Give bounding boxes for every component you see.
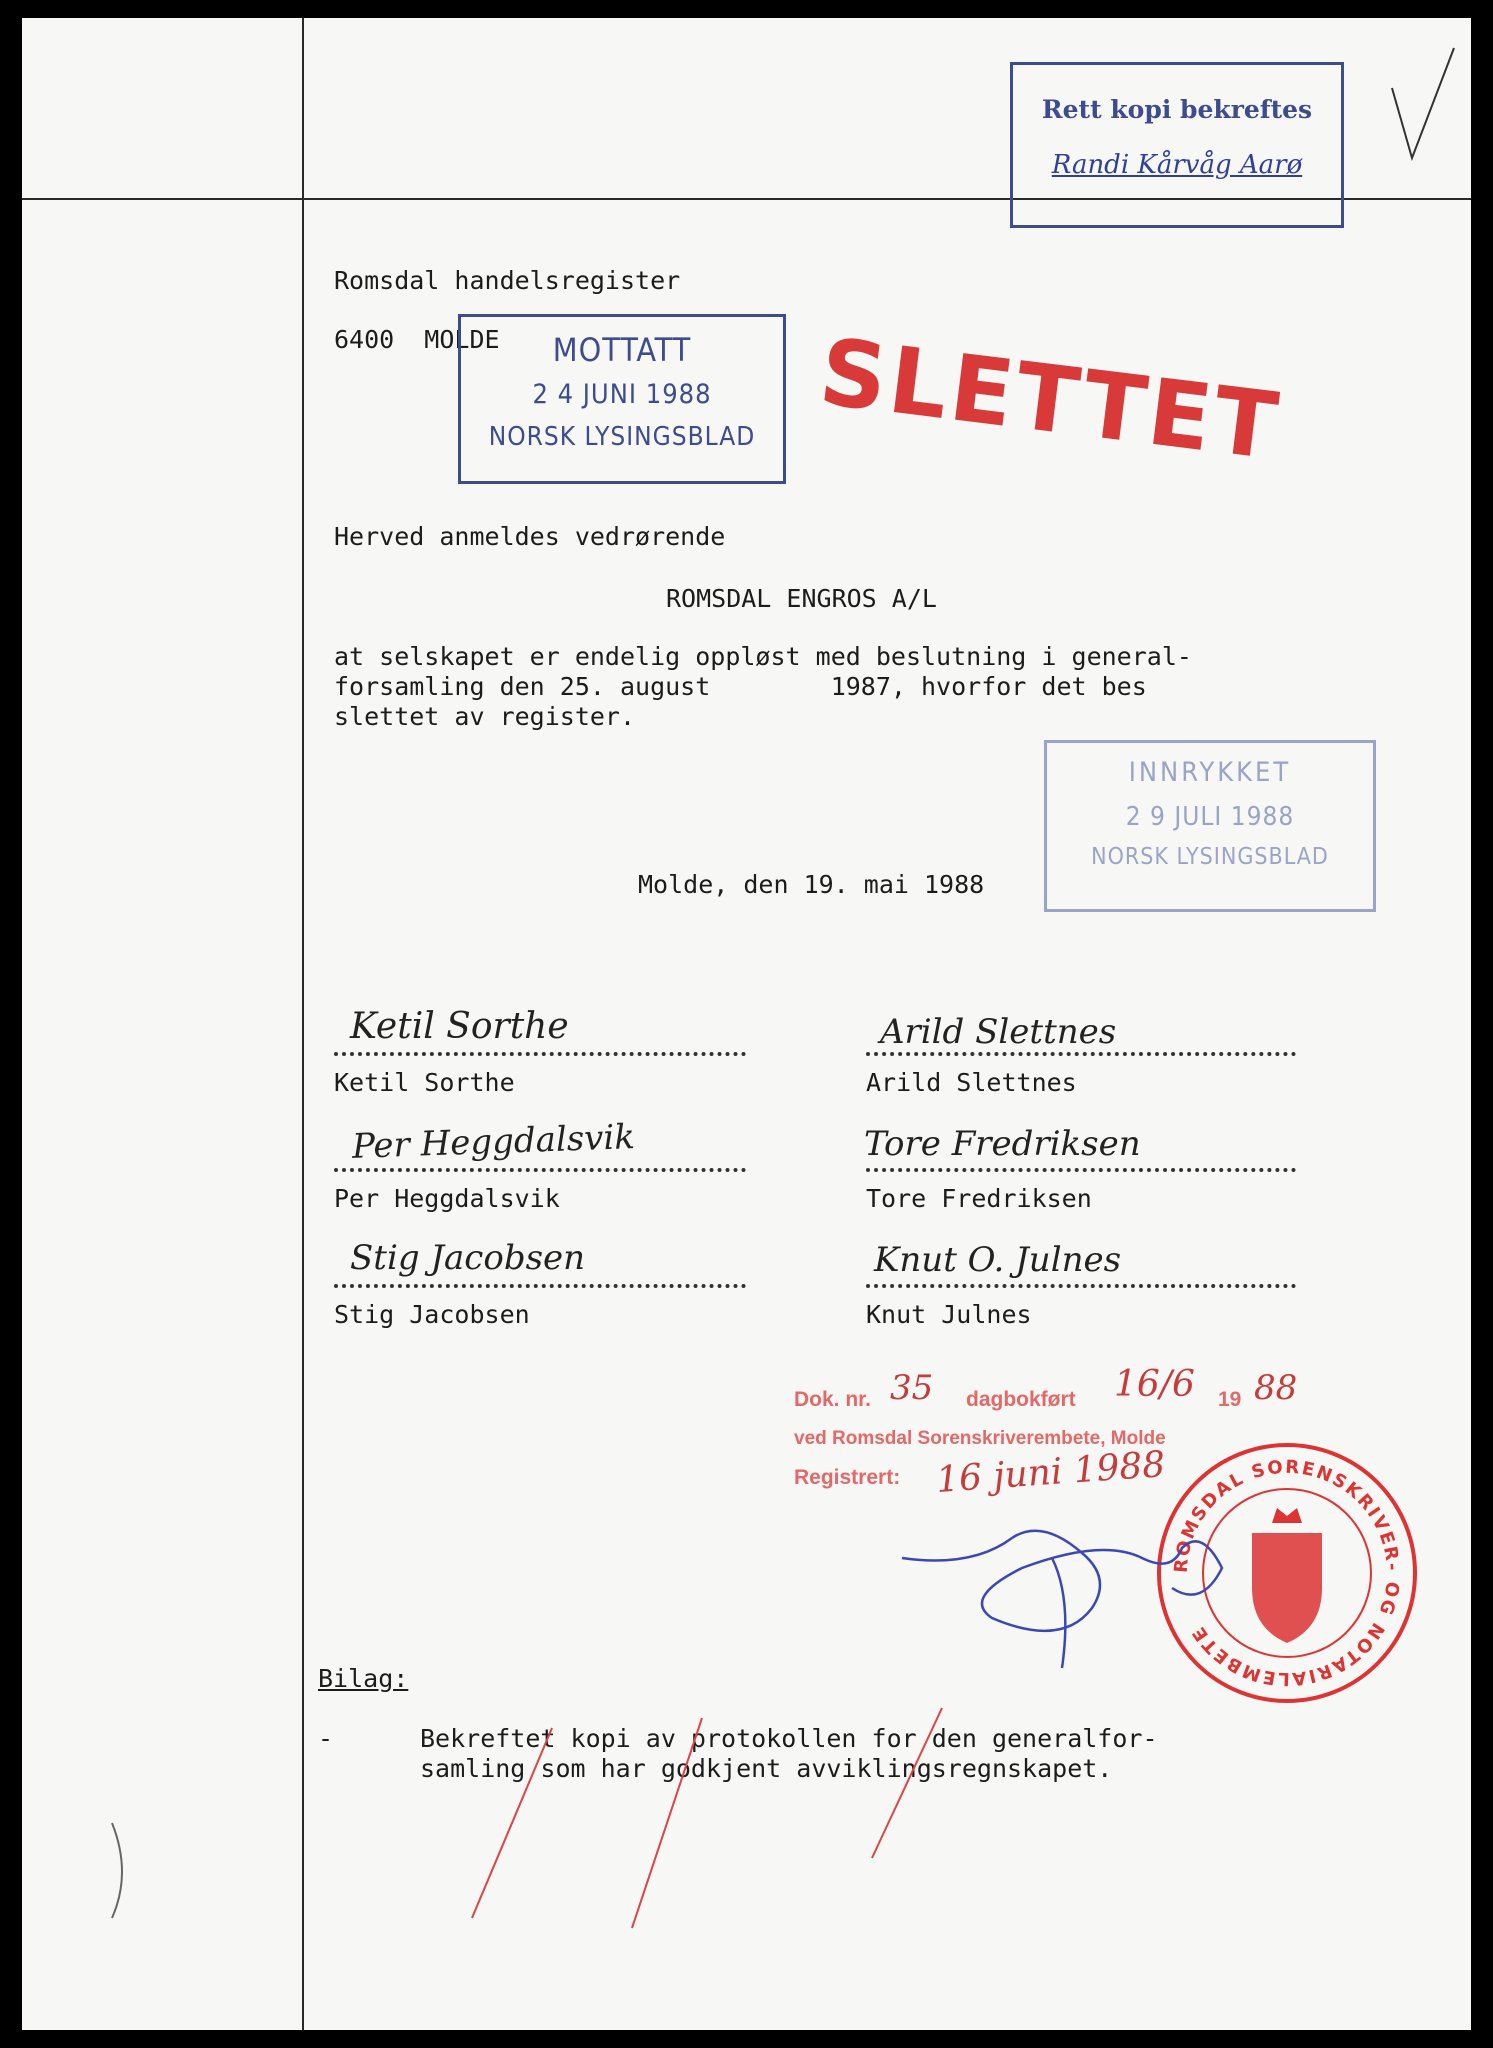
mottatt-stamp	[458, 314, 786, 484]
signature-line-5	[334, 1284, 746, 1288]
dok-nr-value: 35	[890, 1368, 934, 1408]
innrykket-date: 2 9 JULI 1988	[1125, 802, 1295, 832]
signature-1: Ketil Sorthe	[350, 1006, 569, 1047]
innrykket-publisher: NORSK LYSINGSBLAD	[1091, 844, 1329, 870]
signer-name-2: Arild Slettnes	[866, 1068, 1077, 1097]
signature-line-1	[334, 1052, 746, 1056]
registrert-date: 16 juni 1988	[934, 1444, 1167, 1501]
signer-name-5: Stig Jacobsen	[334, 1300, 530, 1329]
year-prefix: 19	[1218, 1388, 1242, 1411]
signature-line-2	[866, 1052, 1296, 1056]
addressee-line2: 6400 MOLDE	[334, 325, 500, 354]
signature-6: Knut O. Julnes	[874, 1240, 1122, 1280]
signature-5: Stig Jacobsen	[350, 1238, 586, 1278]
body-line-1: at selskapet er endelig oppløst med beslutning i general-	[334, 642, 1192, 671]
signature-4: Tore Fredriksen	[864, 1124, 1141, 1164]
signer-name-4: Tore Fredriksen	[866, 1184, 1092, 1213]
attachments-heading: Bilag:	[318, 1664, 409, 1693]
slettet-stamp: SLETTET	[814, 318, 1286, 481]
check-mark	[1382, 48, 1462, 168]
red-pen-marks	[402, 1698, 1002, 1938]
seal-text: ROMSDAL SORENSKRIVER- OG NOTARIALEMBETE	[1170, 1456, 1404, 1690]
body-line-3: slettet av register.	[334, 702, 636, 731]
punch-hole-mark	[102, 1818, 142, 1928]
attachment-line-2: samling som har godkjent avviklingsregnskapet.	[420, 1754, 1113, 1783]
attachment-line-1: Bekreftet kopi av protokollen for den generalfor-	[420, 1724, 1158, 1753]
company-name: ROMSDAL ENGROS A/L	[666, 584, 937, 613]
signature-line-6	[866, 1284, 1296, 1288]
margin-line	[302, 18, 304, 2030]
signature-line-4	[866, 1168, 1296, 1172]
body-line-2: forsamling den 25. august 1987, hvorfor det bes	[334, 672, 1147, 701]
place-date: Molde, den 19. mai 1988	[638, 870, 985, 899]
dok-nr-label: Dok. nr.	[794, 1388, 872, 1411]
rett-kopi-signature: Randi Kårvåg Aarø	[1051, 150, 1303, 180]
registry-office: ved Romsdal Sorenskriverembete, Molde	[794, 1428, 1166, 1449]
signature-2: Arild Slettnes	[880, 1012, 1117, 1052]
innrykket-stamp	[1044, 740, 1376, 912]
coat-of-arms-icon	[1252, 1533, 1322, 1643]
mottatt-publisher: NORSK LYSINGSBLAD	[488, 422, 756, 452]
year-suffix: 88	[1254, 1368, 1298, 1408]
document-page	[22, 18, 1471, 2030]
mottatt-label: MOTTATT	[552, 331, 692, 369]
signature-line-3	[334, 1168, 746, 1172]
rett-kopi-stamp	[1010, 62, 1344, 228]
intro-text: Herved anmeldes vedrørende	[334, 522, 726, 551]
signer-name-1: Ketil Sorthe	[334, 1068, 515, 1097]
attachment-dash: -	[318, 1724, 334, 1753]
innrykket-label: INNRYKKET	[1128, 757, 1292, 788]
judge-signature	[882, 1498, 1242, 1678]
signature-3: Per Heggdalsvik	[351, 1117, 636, 1167]
dagbokfort-label: dagbokført	[966, 1388, 1076, 1411]
addressee-line1: Romsdal handelsregister	[334, 266, 681, 295]
rett-kopi-label: Rett kopi bekreftes	[1041, 95, 1313, 124]
signer-name-3: Per Heggdalsvik	[334, 1184, 560, 1213]
signer-name-6: Knut Julnes	[866, 1300, 1032, 1329]
dagbokfort-date: 16/6	[1114, 1364, 1195, 1405]
mottatt-date: 2 4 JUNI 1988	[532, 379, 712, 410]
registrert-label: Registrert:	[794, 1466, 901, 1489]
